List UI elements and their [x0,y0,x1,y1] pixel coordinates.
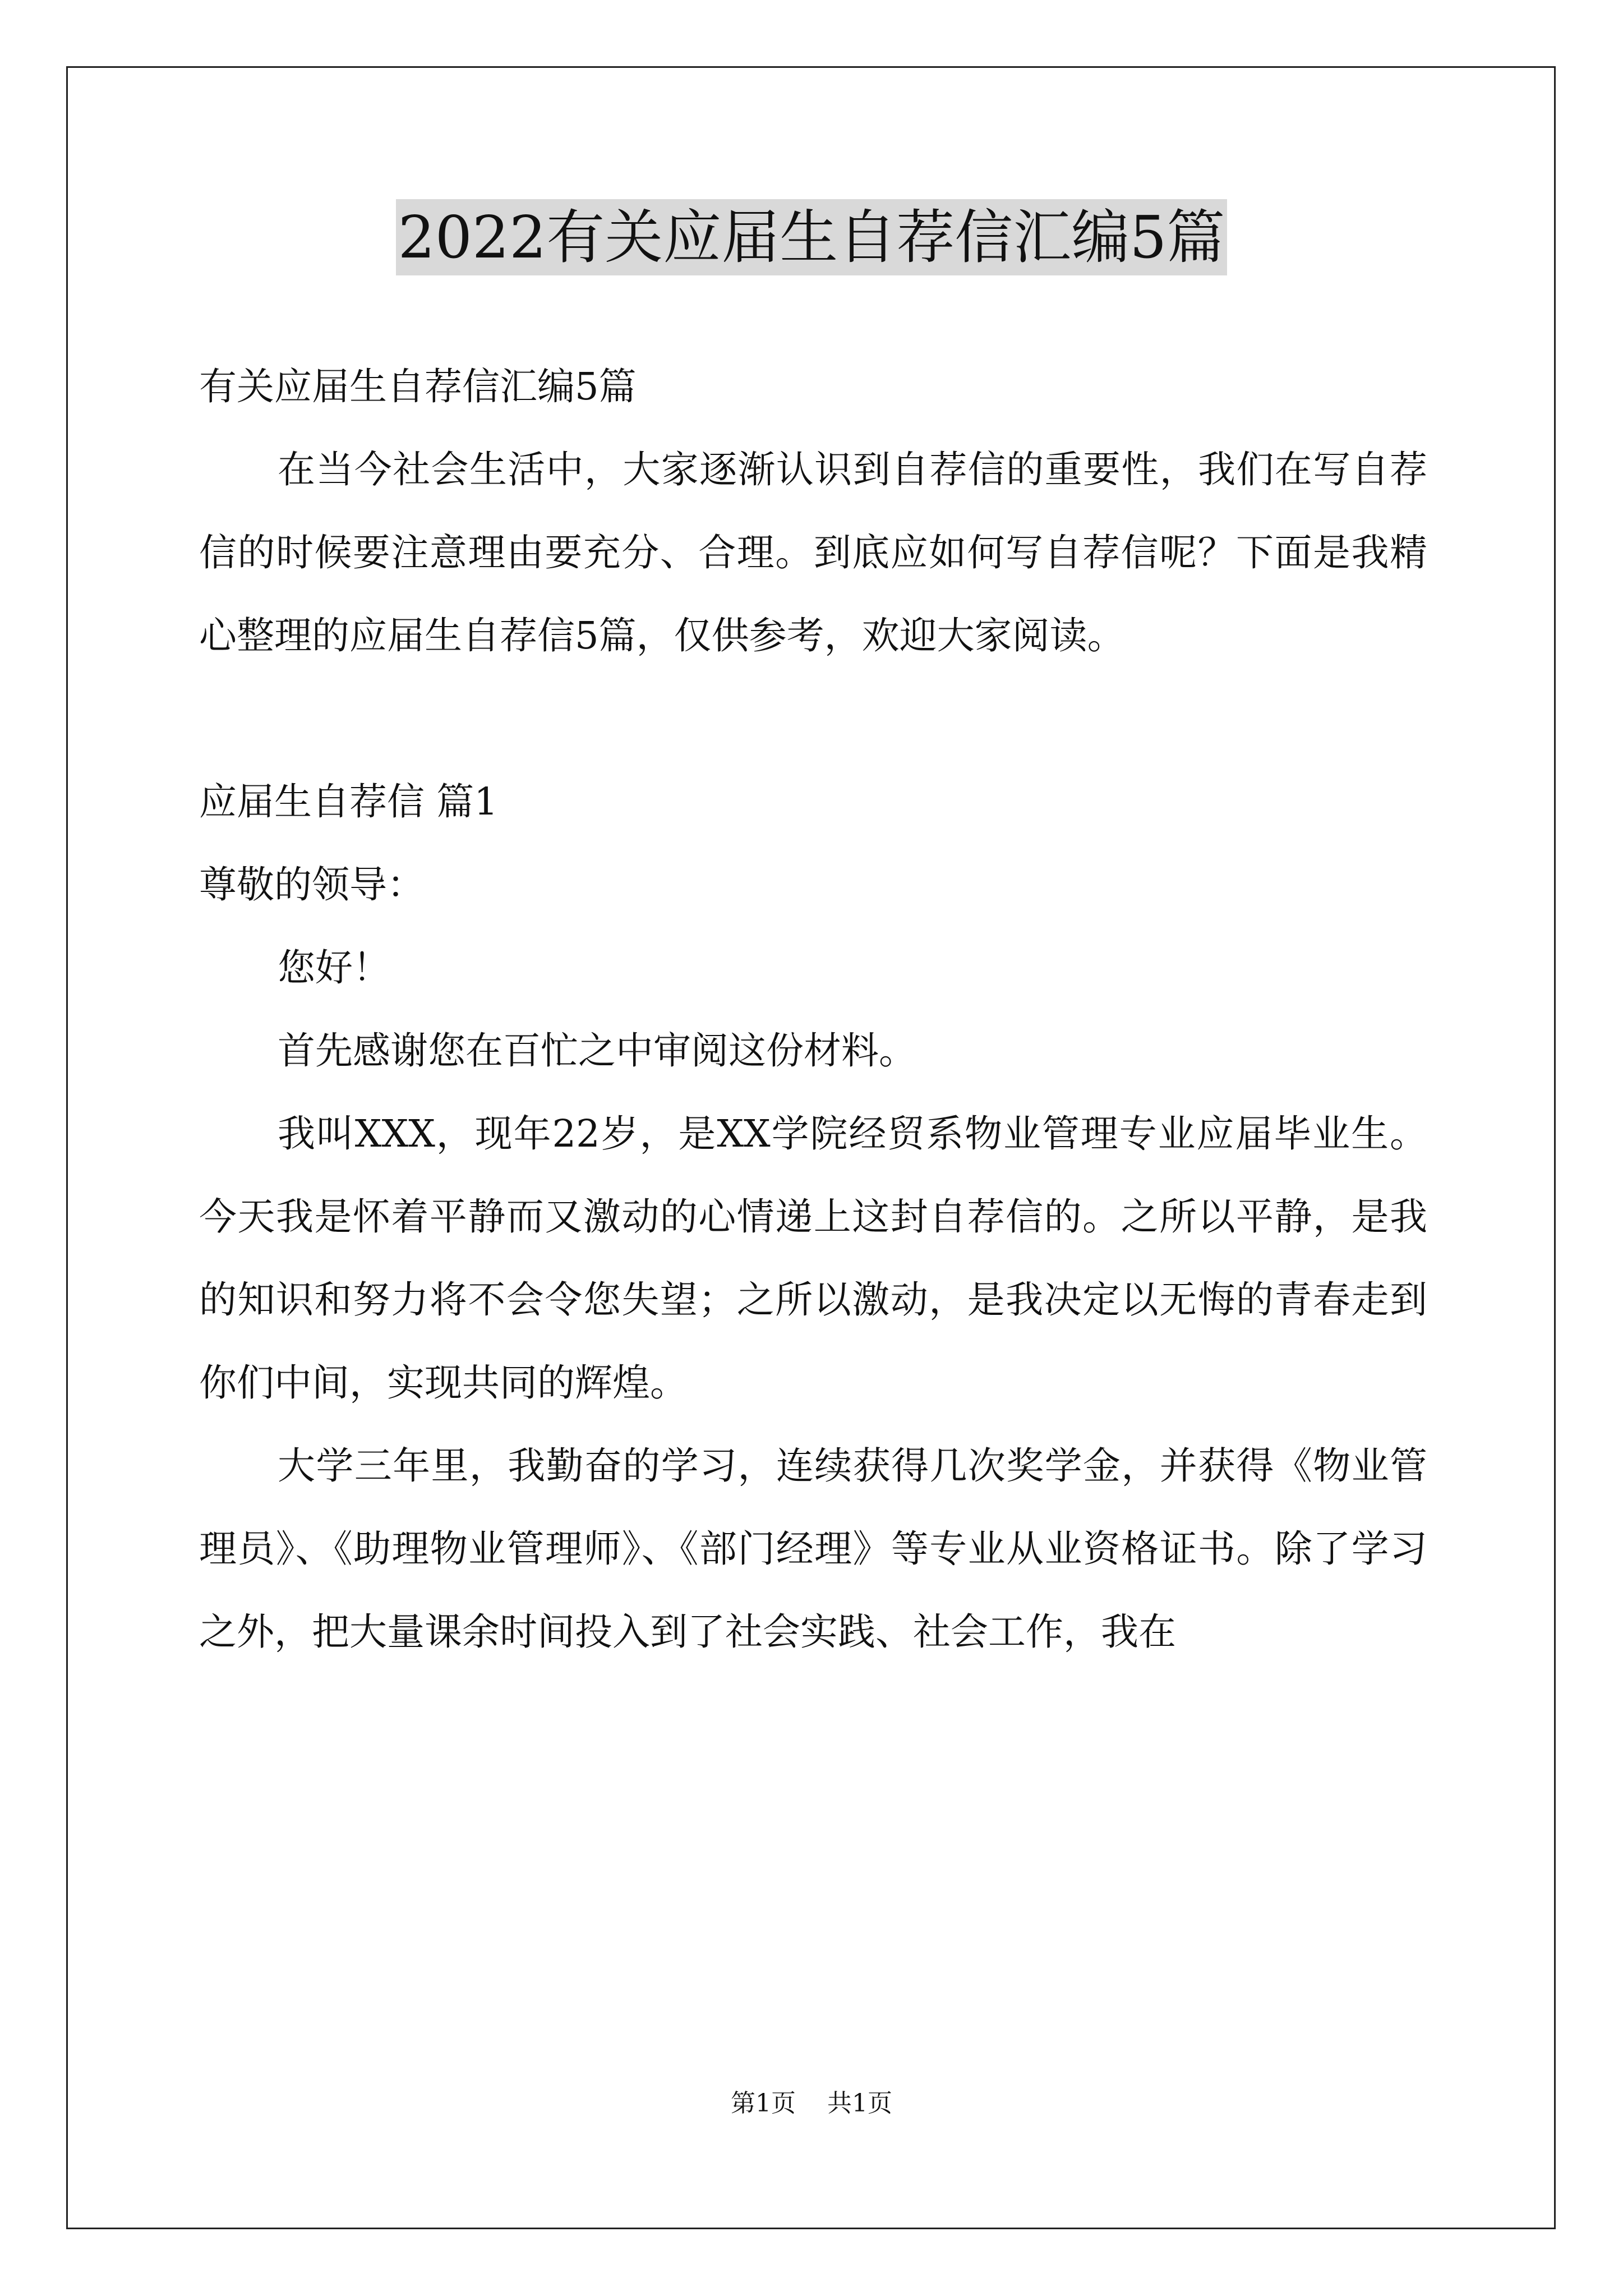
page-total: 共1页 [827,2089,892,2118]
paragraph-thanks: 首先感谢您在百忙之中审阅这份材料。 [278,1029,916,1073]
section-heading: 应届生自荐信 篇1 [199,780,498,823]
paragraph-university: 大学三年里，我勤奋的学习，连续获得几次奖学金，并获得《物业管理员》、《助理物业管理师》、《部门经理》等专业从业资格证书。除了学习之外，把大量课余时间投入到了社会实践、社会工作，我在 [199,1444,1427,1654]
document-title [0,199,1623,275]
blank-line [199,677,1427,760]
document-body [199,345,1427,1673]
page-number: 第1页 [731,2089,796,2118]
paragraph-subtitle: 有关应届生自荐信汇编5篇 [199,365,637,408]
paragraph-introduction: 我叫XXX，现年22岁，是XX学院经贸系物业管理专业应届毕业生。今天我是怀着平静而又激动的心情递上这封自荐信的。之所以平静，是我的知识和努力将不会令您失望；之所以激动，是我决定以无悔的青春走到你们中间，实现共同的辉煌。 [199,1112,1427,1405]
page-footer [0,2087,1623,2120]
document-title-text: 2022有关应届生自荐信汇编5篇 [396,199,1228,275]
greeting: 您好！ [278,946,390,990]
salutation: 尊敬的领导： [199,863,425,907]
paragraph-intro: 在当今社会生活中，大家逐渐认识到自荐信的重要性，我们在写自荐信的时候要注意理由要充分、合理。到底应如何写自荐信呢？下面是我精心整理的应届生自荐信5篇，仅供参考，欢迎大家阅读。 [199,448,1427,657]
